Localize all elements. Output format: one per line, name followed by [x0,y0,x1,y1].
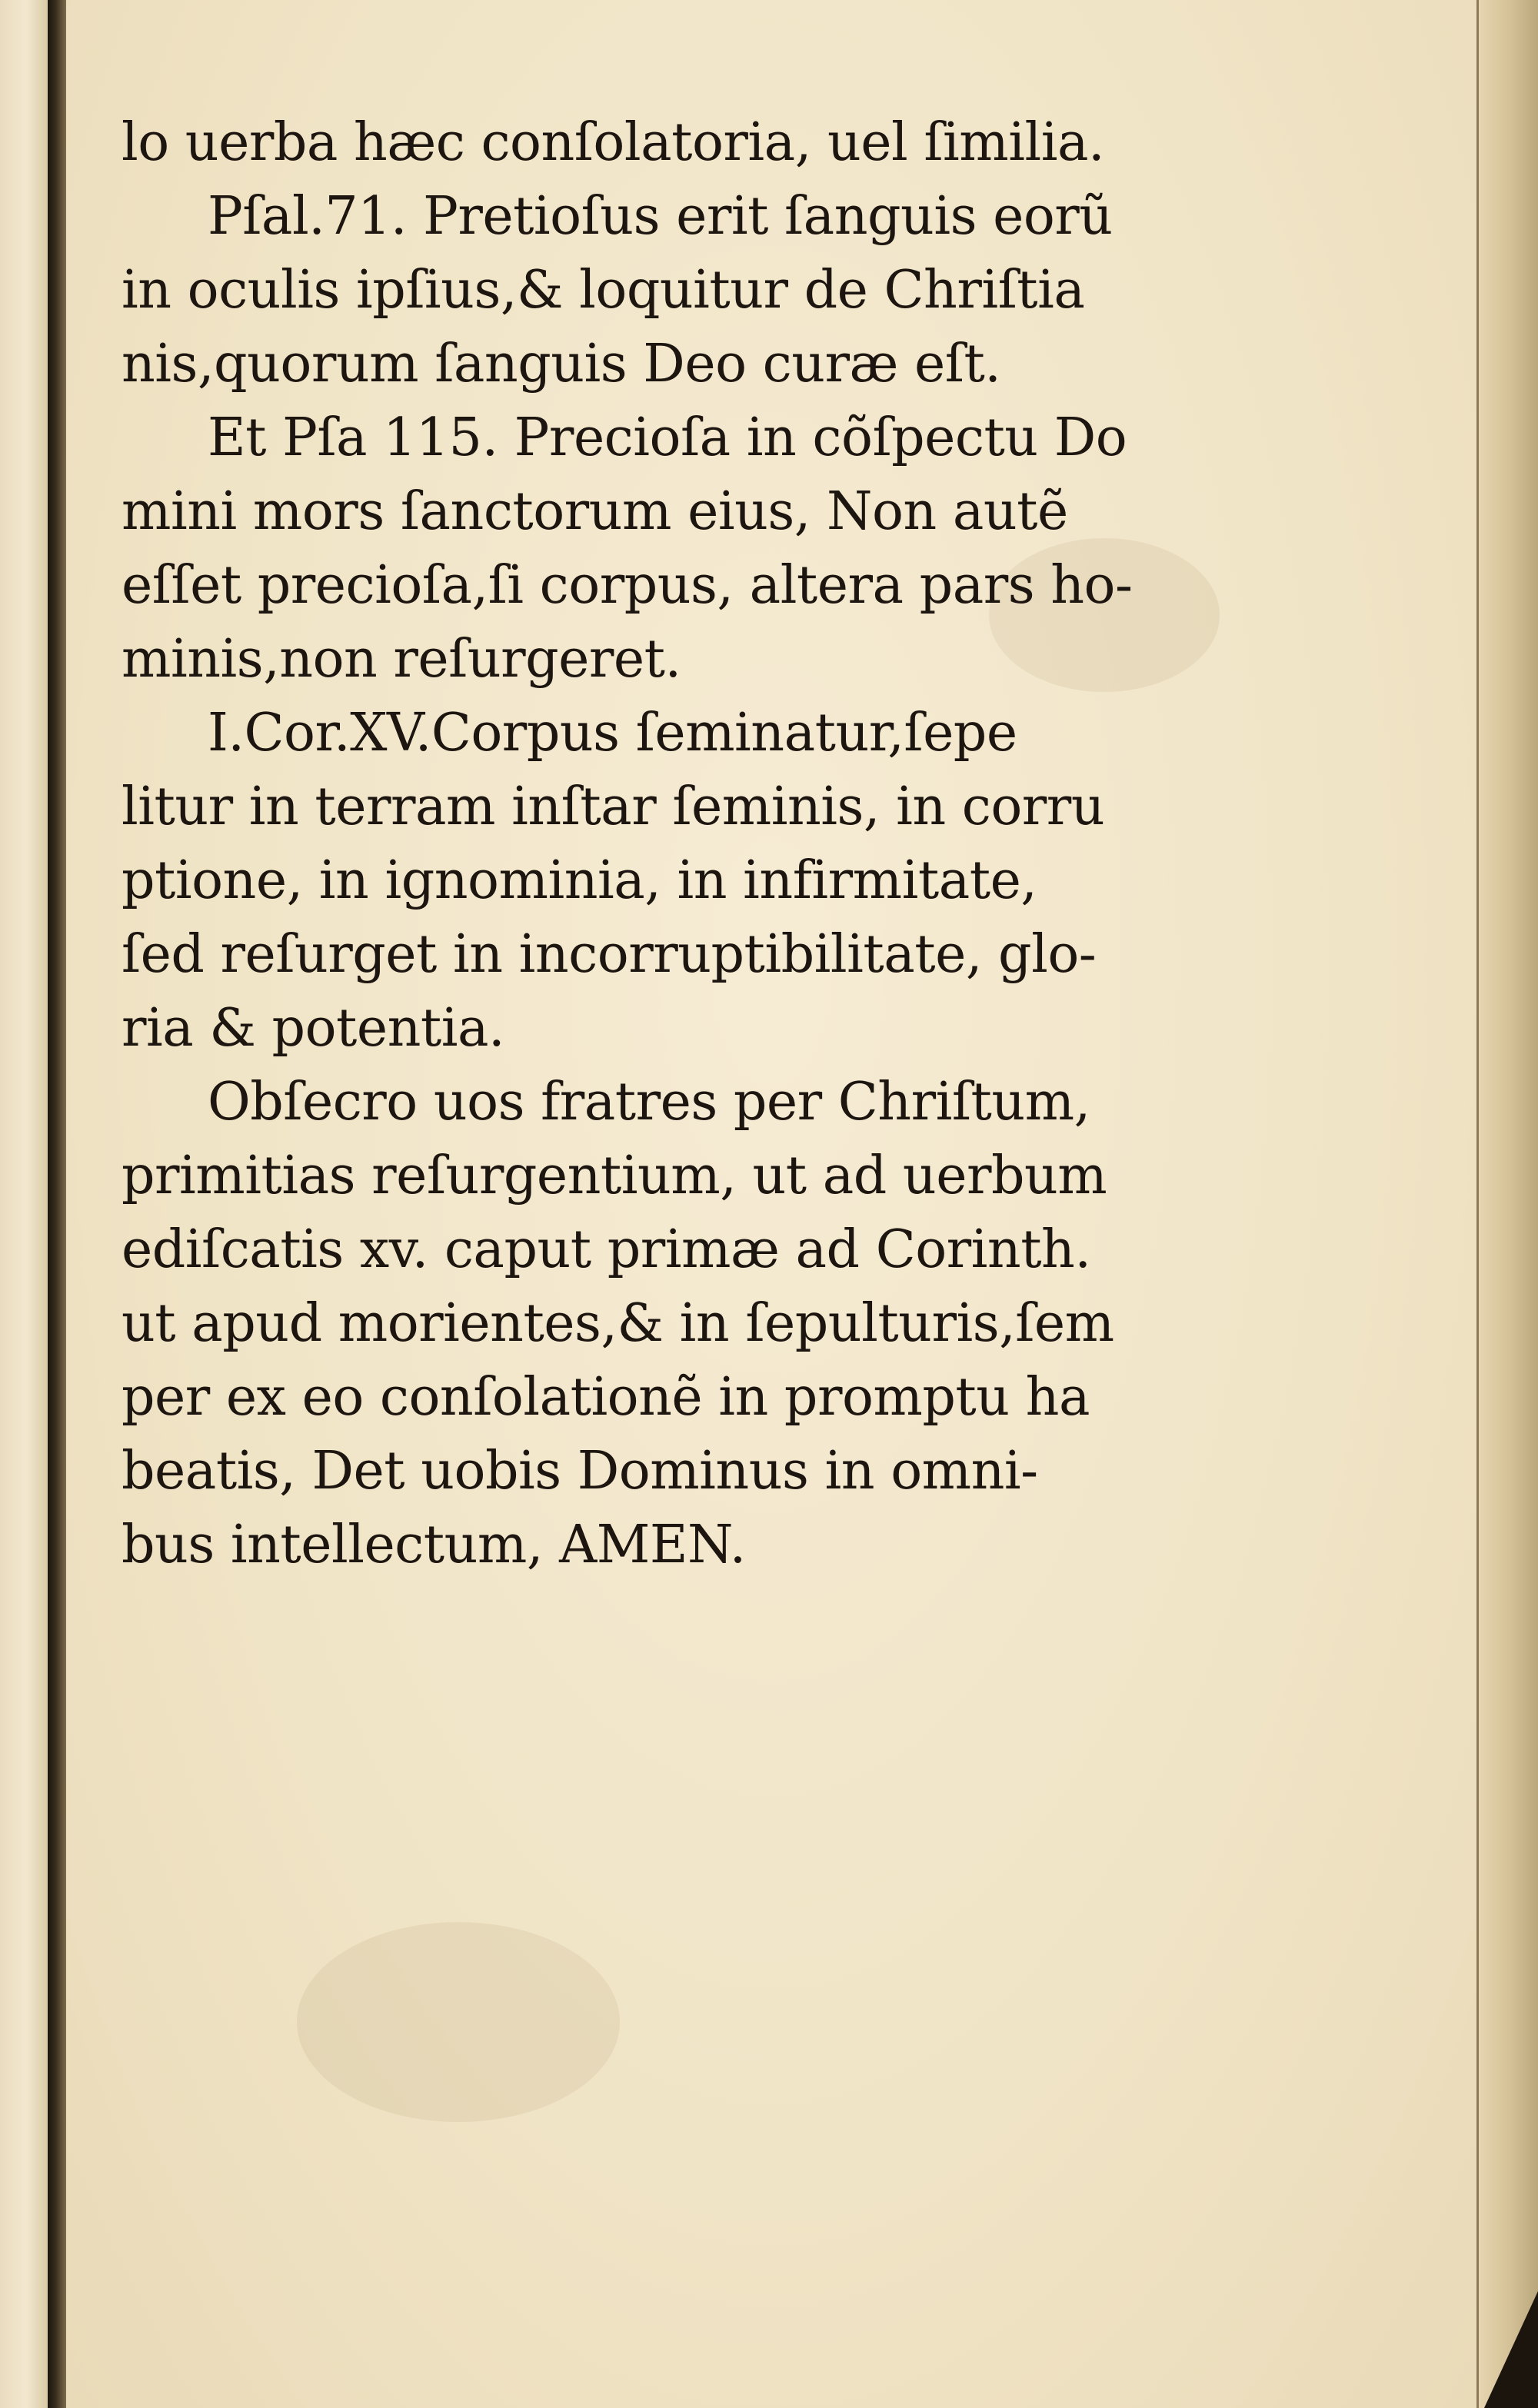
text-line: litur in terram inſtar ſeminis, in corru [122,777,1105,837]
text-line: per ex eo conſolationẽ in promptu ha [122,1367,1090,1428]
text-line: nis,quorum ſanguis Deo curæ eſt. [122,334,1001,394]
right-page-edge [1476,0,1538,2408]
text-line: in oculis ipſius,& loquitur de Chriſtia [122,260,1085,321]
text-line: bus intellectum, AMEN. [122,1515,746,1575]
text-line: ptione, in ignominia, in infirmitate, [122,850,1037,911]
left-page-edge [0,0,48,2408]
paper-stain [297,1922,620,2122]
text-line: eſſet precioſa,ſi corpus, altera pars ho- [122,555,1133,616]
text-line: ediſcatis xv. caput primæ ad Corinth. [122,1219,1091,1280]
book-gutter [48,0,66,2408]
text-line: Obſecro uos fratres per Chriſtum, [208,1072,1090,1132]
text-line: minis,non reſurgeret. [122,629,681,690]
page-text-block [122,106,1321,1582]
text-line: lo uerba hæc conſolatoria, uel ſimilia. [122,112,1105,173]
text-line: ut apud morientes,& in ſepulturis,ſem [122,1293,1114,1354]
text-line: beatis, Det uobis Dominus in omni- [122,1441,1038,1502]
text-line: ria & potentia. [122,998,505,1059]
text-line: Pſal.71. Pretioſus erit ſanguis eorũ [208,186,1113,247]
text-line: I.Cor.XV.Corpus ſeminatur,ſepe [208,703,1017,763]
text-line: ſed reſurget in incorruptibilitate, glo- [122,924,1097,985]
text-line: primitias reſurgentium, ut ad uerbum [122,1146,1107,1206]
text-line: mini mors ſanctorum eius, Non autẽ [122,481,1068,542]
text-line: Et Pſa 115. Precioſa in cõſpectu Do [208,407,1127,468]
